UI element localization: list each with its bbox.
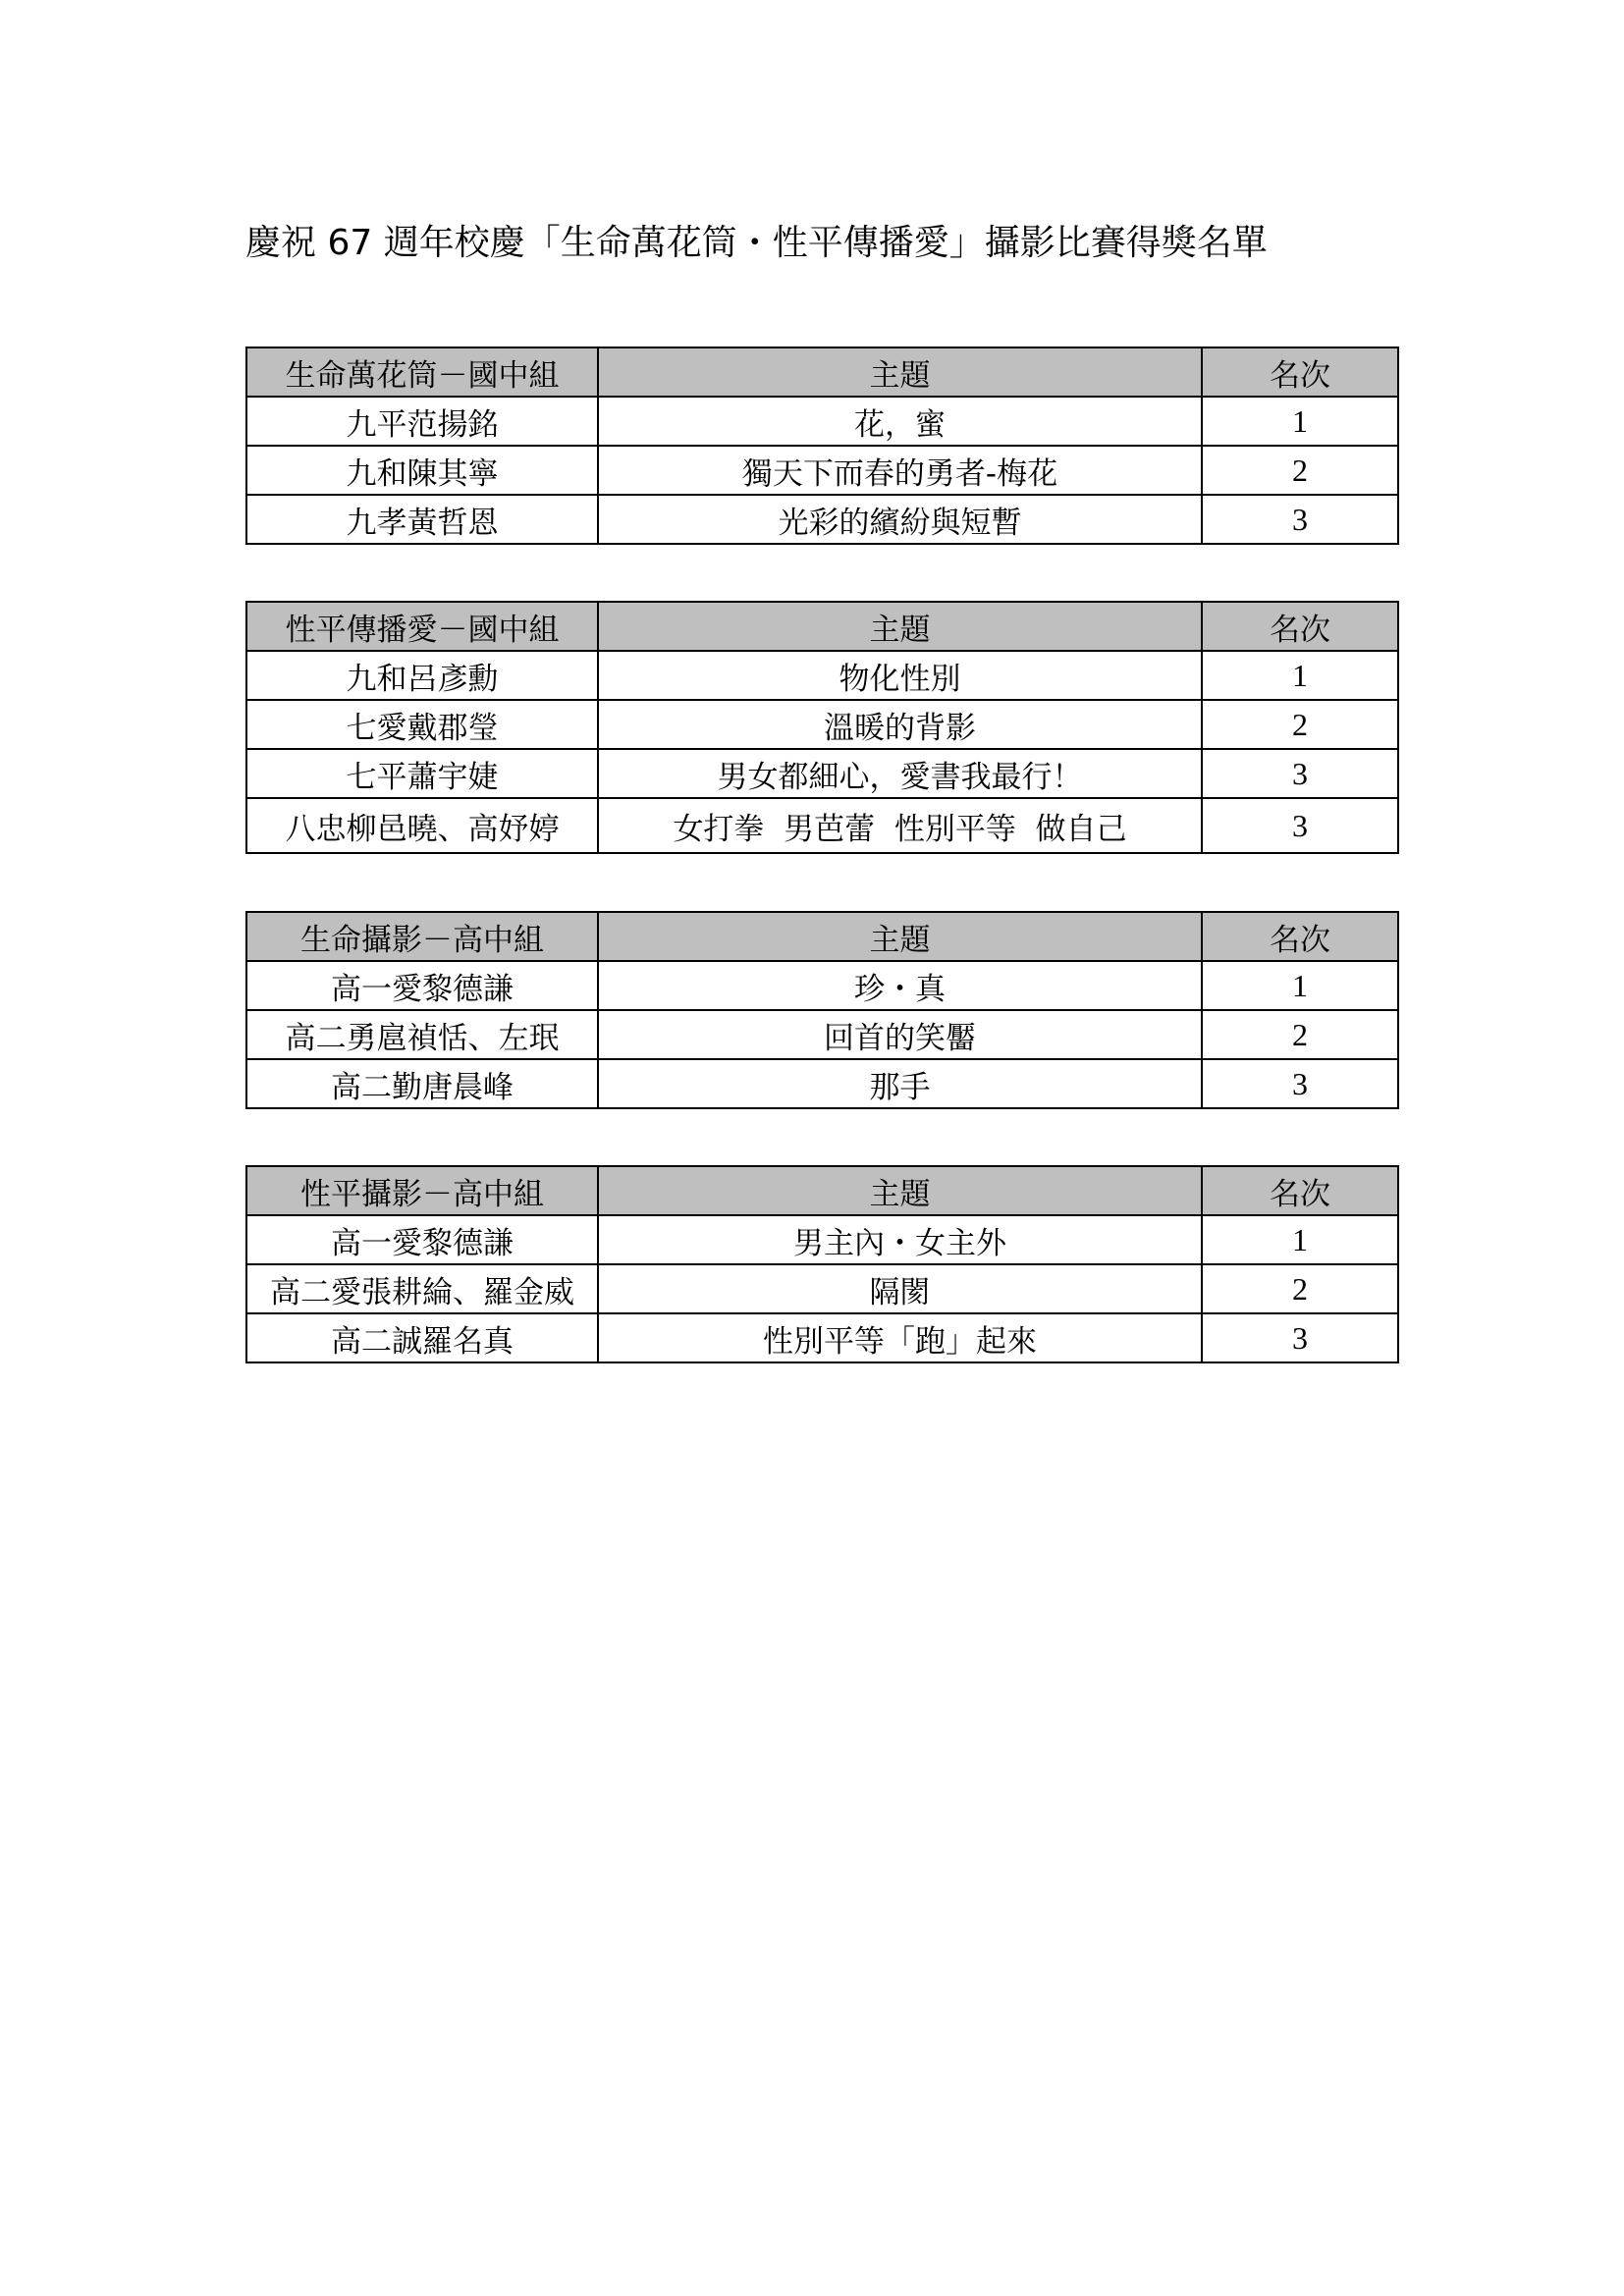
winner-name: 九孝黃哲恩 (246, 495, 598, 544)
rank-value: 3 (1202, 1313, 1398, 1362)
winner-name: 高二勤唐晨峰 (246, 1059, 598, 1108)
table-header-row (246, 602, 1398, 651)
table-row (246, 1059, 1398, 1108)
award-table-senior-life (245, 911, 1399, 1109)
rank-value: 2 (1202, 1264, 1398, 1313)
table-header-row (246, 1166, 1398, 1215)
rank-value: 1 (1202, 961, 1398, 1010)
winner-name: 高一愛黎德謙 (246, 1215, 598, 1264)
winner-name: 七愛戴郡瑩 (246, 700, 598, 749)
table-row (246, 651, 1398, 700)
photo-topic: 男主內・女主外 (598, 1215, 1202, 1264)
photo-topic: 溫暖的背影 (598, 700, 1202, 749)
photo-topic: 女打拳 男芭蕾 性別平等 做自己 (598, 798, 1202, 853)
table-row (246, 446, 1398, 495)
table-row (246, 1264, 1398, 1313)
topic-header: 主題 (598, 347, 1202, 397)
rank-value: 3 (1202, 798, 1398, 853)
category-header: 性平傳播愛－國中組 (246, 602, 598, 651)
table-row (246, 798, 1398, 853)
rank-value: 3 (1202, 1059, 1398, 1108)
topic-header: 主題 (598, 1166, 1202, 1215)
table-row (246, 1010, 1398, 1059)
winner-name: 高一愛黎德謙 (246, 961, 598, 1010)
rank-header: 名次 (1202, 347, 1398, 397)
award-table-senior-gender (245, 1165, 1399, 1363)
photo-topic: 花，蜜 (598, 397, 1202, 446)
winner-name: 高二勇扈禎恬、左珉 (246, 1010, 598, 1059)
winner-name: 高二愛張耕綸、羅金威 (246, 1264, 598, 1313)
photo-topic: 男女都細心，愛書我最行！ (598, 749, 1202, 798)
table-row (246, 961, 1398, 1010)
winner-name: 九和呂彥勳 (246, 651, 598, 700)
photo-topic: 性別平等「跑」起來 (598, 1313, 1202, 1362)
page-title: 慶祝 67 週年校慶「生命萬花筒・性平傳播愛」攝影比賽得獎名單 (245, 223, 1268, 263)
winner-name: 七平蕭宇婕 (246, 749, 598, 798)
category-header: 生命萬花筒－國中組 (246, 347, 598, 397)
photo-topic: 珍・真 (598, 961, 1202, 1010)
table-row (246, 397, 1398, 446)
award-table-junior-life (245, 347, 1399, 545)
rank-header: 名次 (1202, 912, 1398, 961)
topic-header: 主題 (598, 912, 1202, 961)
winner-name: 八忠柳邑曉、高妤婷 (246, 798, 598, 853)
table-header-row (246, 912, 1398, 961)
rank-value: 3 (1202, 749, 1398, 798)
photo-topic: 那手 (598, 1059, 1202, 1108)
table-header-row (246, 347, 1398, 397)
table-row (246, 1313, 1398, 1362)
photo-topic: 隔閡 (598, 1264, 1202, 1313)
table-row (246, 1215, 1398, 1264)
rank-header: 名次 (1202, 1166, 1398, 1215)
photo-topic: 物化性別 (598, 651, 1202, 700)
topic-header: 主題 (598, 602, 1202, 651)
table-row (246, 495, 1398, 544)
photo-topic: 獨天下而春的勇者-梅花 (598, 446, 1202, 495)
rank-value: 2 (1202, 1010, 1398, 1059)
category-header: 生命攝影－高中組 (246, 912, 598, 961)
rank-value: 1 (1202, 397, 1398, 446)
photo-topic: 光彩的繽紛與短暫 (598, 495, 1202, 544)
rank-value: 1 (1202, 1215, 1398, 1264)
winner-name: 九和陳其寧 (246, 446, 598, 495)
rank-value: 1 (1202, 651, 1398, 700)
winner-name: 九平范揚銘 (246, 397, 598, 446)
rank-value: 2 (1202, 700, 1398, 749)
photo-topic: 回首的笑靨 (598, 1010, 1202, 1059)
award-table-junior-gender (245, 601, 1399, 854)
rank-value: 2 (1202, 446, 1398, 495)
table-row (246, 700, 1398, 749)
rank-header: 名次 (1202, 602, 1398, 651)
rank-value: 3 (1202, 495, 1398, 544)
winner-name: 高二誠羅名真 (246, 1313, 598, 1362)
category-header: 性平攝影－高中組 (246, 1166, 598, 1215)
table-row (246, 749, 1398, 798)
